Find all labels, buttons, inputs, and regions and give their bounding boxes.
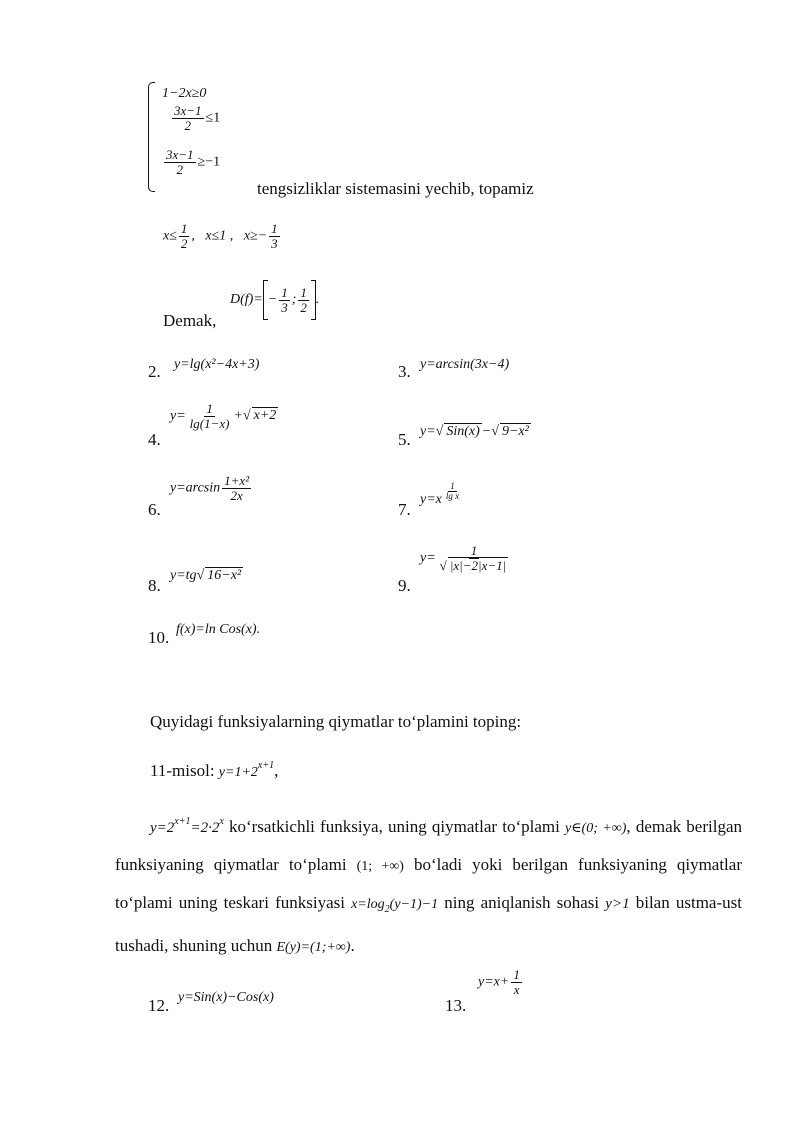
ex11-label: 11-misol: $y=1+2^{x+1}$,: [150, 760, 279, 780]
system-brace: [148, 82, 155, 192]
section-heading: Quyidagi funksiyalarning qiymatlar to‘plamini toping:: [150, 712, 522, 731]
ex4-formula: y= $\frac{1}{\lg(1-x)}$ +√ x+2: [170, 401, 277, 431]
ex6-formula: y=arcsin $\frac{\text{1+x²}}{2x}$: [170, 473, 250, 503]
system-line-1: 1−2x≥0: [162, 86, 207, 101]
ex6-number: 6.: [148, 500, 161, 519]
ex2-formula: y=lg(x²−4x+3): [174, 357, 260, 372]
ex9-number: 9.: [398, 576, 411, 595]
ex12-formula: y=Sin(x)−Cos(x): [178, 990, 274, 1005]
system-line-3: $\frac{3x-1}{2}$ ≥−1: [166, 147, 221, 177]
ex7-formula: y=x $\frac{1}{\text{lg x}}$: [420, 481, 460, 507]
ex13-formula: y=x+ $\frac{1}{x}$: [478, 967, 520, 997]
ex8-number: 8.: [148, 576, 161, 595]
ex12-number: 12.: [148, 996, 170, 1015]
ex2-number: 2.: [148, 362, 161, 381]
ex9-formula: y= $\frac{1}{√ |x|-2|x-1|}$: [420, 543, 507, 573]
domain-expression: D(f)= − $\frac{1}{3}$ ; $\frac{1}{2}$ .: [230, 280, 319, 320]
ex5-number: 5.: [398, 430, 411, 449]
solutions-line: x≤ $\frac{1}{2}$ , x≤1 , x≥− $\frac{1}{3}$: [163, 221, 278, 251]
ex10-number: 10.: [148, 628, 170, 647]
ex7-number: 7.: [398, 500, 411, 519]
domain-word: Demak,: [163, 311, 217, 330]
ex10-formula: f(x)=ln Cos(x).: [176, 622, 261, 637]
ex8-formula: y=tg√ 16−x²: [170, 568, 242, 583]
ex3-formula: y=arcsin(3x−4): [420, 357, 510, 372]
system-caption: tengsizliklar sistemasini yechib, topamiz: [257, 179, 534, 198]
ex13-number: 13.: [445, 996, 467, 1015]
ex3-number: 3.: [398, 362, 411, 381]
system-line-2: $\frac{3x-1}{2}$ ≤1: [174, 103, 221, 133]
ex4-number: 4.: [148, 430, 161, 449]
ex11-explanation: $y=2^{x+1}=2\cdot 2^x$ ko‘rsatkichli funksiya, uning qiymatlar to‘plami y∈(0; +∞), demak berilgan funksiyaning qiymatlar to‘plami (1; +∞) bo‘ladi yoki berilgan funksiyaning qiymatlar to‘plami uning teskari funksiyasi $x=\log_2(y-1)-1$ ning aniqlanish sohasi y>1 bilan ustma-ust tushadi, shuning uchun E(y)=(1;+∞).: [115, 816, 743, 955]
ex5-formula: y=√ Sin(x) −√ 9−x²: [420, 424, 529, 439]
